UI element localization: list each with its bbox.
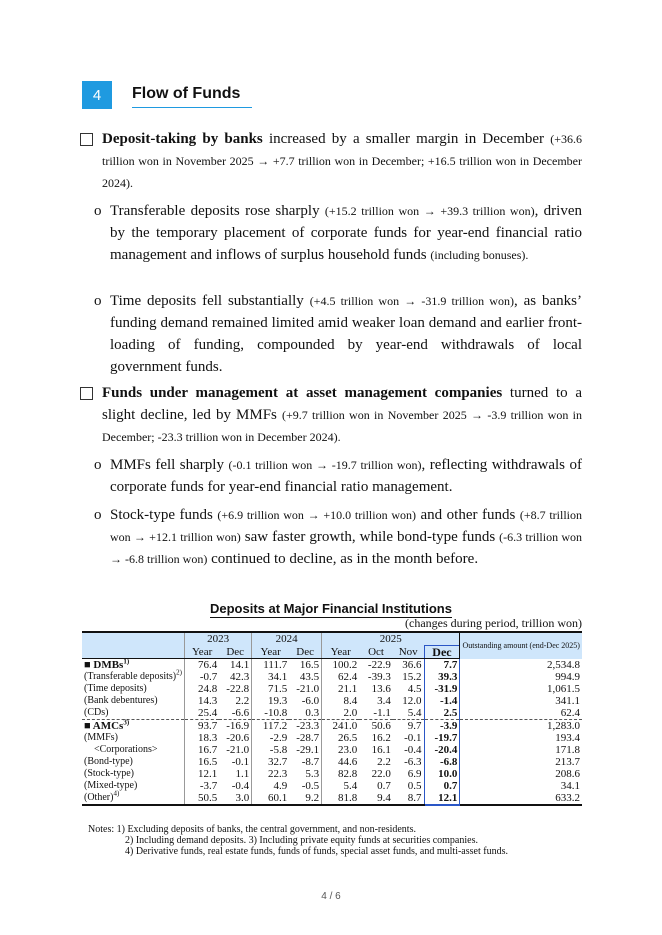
p2b-t3: saw faster growth, while bond-type funds: [240, 529, 500, 545]
table-cell: 2,534.8: [460, 659, 582, 672]
table-cell: 3.0: [219, 792, 251, 805]
header-period: Year: [252, 646, 290, 659]
table-cell: -8.7: [301, 756, 320, 768]
header-period-dec-highlight: Dec: [424, 646, 460, 659]
table-row: [82, 707, 582, 720]
square-bullet-icon: [80, 387, 93, 400]
table-cell: 76.4: [184, 659, 219, 672]
table-cell: 994.9: [460, 671, 582, 683]
table-cell: 15.2: [402, 671, 422, 683]
row-label-text: (Bond-type): [84, 756, 133, 767]
header-empty: [82, 646, 184, 659]
p1a-text1: Transferable deposits rose sharply: [110, 203, 325, 219]
header-year-2024: 2024: [252, 632, 322, 646]
p2-bold: Funds under management at asset management companies: [102, 385, 503, 401]
p1b-text2: , as banks’ funding demand remained limited amid weaker loan demand and earlier front-loading of funding, compounded by year-end withdrawals of local government funds.: [110, 293, 582, 375]
cell-dec-highlight: -1.4: [424, 695, 460, 707]
p1-text: increased by a smaller margin in December: [262, 131, 551, 147]
table-cell: 1,283.0: [460, 720, 582, 733]
table-cell: 111.7: [252, 659, 290, 672]
row-label: [82, 707, 184, 720]
row-label-text: (Other): [84, 792, 114, 803]
row-label: [82, 668, 184, 683]
row-label: [82, 683, 184, 695]
o-bullet-icon: o: [94, 507, 102, 523]
table-cell: 25.4: [184, 707, 219, 720]
table-cell: 100.2: [322, 659, 360, 672]
table-cell: 341.1: [460, 695, 582, 707]
table-cell: -21.0: [296, 683, 320, 695]
table-cell: -29.1: [296, 744, 320, 756]
row-label: [82, 780, 184, 792]
table-row: [82, 659, 582, 672]
table-cell: 1.1: [235, 768, 250, 780]
table-row: [82, 756, 582, 768]
table-cell: 4.5: [407, 683, 422, 695]
table-cell: 44.6: [322, 756, 360, 768]
p2b-s2: (+8.7 trillion won → +12.1 trillion won): [110, 508, 583, 544]
table-cell: -1.1: [373, 707, 391, 719]
table-notes: [88, 824, 508, 857]
table-cell: 8.7: [393, 792, 424, 805]
table-cell: 26.5: [322, 732, 360, 744]
table-cell: 8.4: [322, 695, 360, 707]
table-cell: -20.6: [226, 732, 250, 744]
row-label-footnote: 2): [176, 668, 182, 677]
table-cell: 71.5: [252, 683, 290, 695]
table-cell: -21.0: [226, 744, 250, 756]
table-cell: 14.1: [229, 659, 250, 671]
table-cell: 16.7: [184, 744, 219, 756]
header-period: Oct: [359, 646, 393, 659]
table-cell: 2.0: [322, 707, 360, 720]
table-cell: 9.4: [359, 792, 393, 805]
table-cell: -10.8: [252, 707, 290, 720]
table-cell: 4.9: [252, 780, 290, 792]
table-row: [82, 683, 582, 695]
table-cell: 12.1: [184, 768, 219, 780]
table-cell: 18.3: [184, 732, 219, 744]
table-row: [82, 720, 582, 733]
o-bullet-icon: o: [94, 293, 102, 309]
table-cell: 34.1: [460, 780, 582, 792]
table-cell: 9.7: [393, 720, 424, 733]
table-cell: -22.9: [367, 659, 391, 671]
section-header: [82, 80, 252, 110]
table-cell: 16.5: [299, 659, 320, 671]
p2-small: (+9.7 trillion won in November 2025 → -3.9 trillion won in December; -23.3 trillion won in December 2024).: [102, 408, 582, 444]
cell-dec-highlight: 12.1: [424, 792, 460, 805]
table-cell: -6.0: [301, 695, 320, 707]
table-cell: 23.0: [322, 744, 360, 756]
row-label-footnote: 3): [123, 718, 130, 727]
cell-dec-highlight: -31.9: [424, 683, 460, 695]
table-cell: 43.5: [299, 671, 320, 683]
header-year-2025: 2025: [322, 632, 460, 646]
header-period: Dec: [289, 646, 321, 659]
table-cell: 5.3: [305, 768, 320, 780]
table-cell: 2.2: [377, 756, 391, 768]
table-cell: 208.6: [460, 768, 582, 780]
row-label-footnote: 4): [113, 789, 120, 798]
section-number: 4: [82, 81, 112, 109]
p1-bold: Deposit-taking by banks: [102, 131, 263, 147]
table-row: [82, 695, 582, 707]
paragraph-transferable-deposits: [94, 200, 582, 266]
row-label: [82, 789, 184, 805]
p2a-small1: (-0.1 trillion won → -19.7 trillion won): [228, 458, 422, 472]
table-cell: 24.8: [184, 683, 219, 695]
table-cell: -16.9: [219, 720, 251, 733]
p2b-t4: continued to decline, as in the month before.: [207, 551, 479, 567]
square-bullet-icon: [80, 133, 93, 146]
table-cell: -39.3: [367, 671, 391, 683]
table-title-text: Deposits at Major Financial Institutions: [210, 601, 452, 616]
table-cell: 60.1: [252, 792, 290, 805]
table-cell: 62.4: [322, 671, 360, 683]
row-label: [82, 744, 184, 756]
table-cell: -0.1: [231, 756, 250, 768]
table-cell: -0.4: [404, 744, 422, 756]
cell-dec-highlight: 2.5: [424, 707, 460, 720]
table-cell: -6.6: [231, 707, 250, 719]
row-label: [82, 768, 184, 780]
table-row: [82, 671, 582, 683]
cell-dec-highlight: 7.7: [424, 659, 460, 672]
table-row: [82, 792, 582, 805]
row-label-text: (Transferable deposits): [84, 671, 177, 682]
p2b-s3: (-6.3 trillion won → -6.8 trillion won): [110, 530, 583, 566]
table-header-row-years: [82, 632, 582, 646]
p1b-text1: Time deposits fell substantially: [110, 293, 310, 309]
header-period: Year: [184, 646, 219, 659]
p1a-small1: (+15.2 trillion won → +39.3 trillion won): [324, 204, 535, 218]
header-empty: [82, 632, 184, 646]
table-row: [82, 780, 582, 792]
table-cell: 32.7: [252, 756, 290, 768]
table-cell: -6.3: [404, 756, 422, 768]
table-cell: 34.1: [252, 671, 290, 683]
table-cell: 9.2: [289, 792, 321, 805]
table-cell: 13.6: [371, 683, 391, 695]
table-cell: 0.7: [377, 780, 391, 792]
header-period: Dec: [219, 646, 251, 659]
row-label-text: ■ DMBs: [84, 659, 124, 671]
table-cell: 171.8: [460, 744, 582, 756]
paragraph-stock-funds: [94, 504, 583, 570]
table-cell: 117.2: [252, 720, 290, 733]
cell-dec-highlight: 10.0: [424, 768, 460, 780]
p1a-small2: (including bonuses).: [430, 248, 529, 262]
table-cell: -5.8: [252, 744, 290, 756]
row-label-text: (Mixed-type): [84, 780, 138, 791]
table-cell: 1,061.5: [460, 683, 582, 695]
table-unit-note: (changes during period, trillion won): [405, 616, 582, 630]
table-cell: 213.7: [460, 756, 582, 768]
table-body: [82, 659, 582, 806]
table-cell: 6.9: [407, 768, 422, 780]
o-bullet-icon: o: [94, 457, 102, 473]
table-cell: 81.8: [322, 792, 360, 805]
p1b-small1: (+4.5 trillion won → -31.9 trillion won): [309, 294, 514, 308]
note-line: Notes: 1) Excluding deposits of banks, the central government, and non-residents.: [88, 824, 416, 835]
cell-dec-highlight: -19.7: [424, 732, 460, 744]
p1a-text2: , driven by the temporary placement of corporate funds for year-end financial ratio management and inflows of surplus household funds: [110, 203, 582, 263]
table-cell: -3.7: [184, 780, 219, 792]
table-cell: -2.9: [252, 732, 290, 744]
header-period: Year: [322, 646, 360, 659]
row-label-text: (Stock-type): [84, 768, 134, 779]
table-cell: 21.1: [322, 683, 360, 695]
row-label: [82, 756, 184, 768]
note-line: 4) Derivative funds, real estate funds, funds of funds, special asset funds, and multi-asset funds.: [125, 846, 508, 857]
table-row: [82, 732, 582, 744]
p2a-text2: , reflecting withdrawals of corporate funds for year-end financial ratio management.: [110, 457, 582, 495]
table-cell: 93.7: [184, 720, 219, 733]
row-label: [82, 659, 184, 672]
p2b-t2: and other funds: [416, 507, 520, 523]
table-cell: 3.4: [377, 695, 391, 707]
table-cell: 241.0: [322, 720, 360, 733]
table-cell: 14.3: [184, 695, 219, 707]
header-period: Nov: [393, 646, 424, 659]
note-line: 2) Including demand deposits. 3) Including private equity funds at securities companies.: [125, 835, 478, 846]
paragraph-time-deposits: [94, 290, 582, 378]
paragraph-asset-management: [102, 382, 582, 448]
table-cell: 22.3: [252, 768, 290, 780]
table-cell: 50.5: [184, 792, 219, 805]
row-label-text: (MMFs): [84, 732, 118, 743]
table-cell: 5.4: [322, 780, 360, 792]
p2b-t1: Stock-type funds: [110, 507, 218, 523]
table-row: [82, 744, 582, 756]
o-bullet-icon: o: [94, 203, 102, 219]
page-number: 4 / 6: [321, 891, 341, 902]
header-year-2023: 2023: [184, 632, 251, 646]
p2-text: turned to a slight decline, led by MMFs: [102, 385, 582, 423]
cell-dec-highlight: -6.8: [424, 756, 460, 768]
table-cell: 12.0: [402, 695, 422, 707]
table-cell: 193.4: [460, 732, 582, 744]
row-label: [82, 720, 184, 733]
row-label-text: (CDs): [84, 707, 109, 718]
row-label-text: (Bank debentures): [84, 695, 158, 706]
paragraph-mmfs: [94, 454, 582, 498]
row-label: [82, 732, 184, 744]
table-cell: 5.4: [407, 707, 422, 719]
table-cell: -0.5: [301, 780, 320, 792]
table-row: [82, 768, 582, 780]
p1-small: (+36.6 trillion won in November 2025 → +7.7 trillion won in December; +16.5 trillion won in December 2024).: [102, 132, 582, 190]
table-cell: 82.8: [322, 768, 360, 780]
section-title: Flow of Funds: [132, 83, 252, 108]
table-cell: 2.2: [235, 695, 250, 707]
table-cell: -28.7: [296, 732, 320, 744]
cell-dec-highlight: 39.3: [424, 671, 460, 683]
deposits-table: [82, 631, 582, 806]
table-cell: 42.3: [229, 671, 250, 683]
table-cell: 19.3: [252, 695, 290, 707]
table-cell: 62.4: [460, 707, 582, 720]
table-cell: 0.5: [407, 780, 422, 792]
table-cell: -23.3: [289, 720, 321, 733]
table-cell: -0.1: [404, 732, 422, 744]
row-label-footnote: 1): [123, 657, 130, 666]
table-cell: 16.5: [184, 756, 219, 768]
table-cell: -0.7: [184, 671, 219, 683]
p2b-s1: (+6.9 trillion won → +10.0 trillion won): [217, 508, 417, 522]
cell-dec-highlight: 0.7: [424, 780, 460, 792]
paragraph-deposit-taking: [102, 128, 582, 194]
p2a-text1: MMFs fell sharply: [110, 457, 229, 473]
cell-dec-highlight: -3.9: [424, 720, 460, 733]
table-cell: 16.2: [371, 732, 391, 744]
table-cell: -22.8: [226, 683, 250, 695]
table-cell: 0.3: [305, 707, 320, 719]
row-label-text: ■ AMCs: [84, 720, 124, 732]
table-cell: 22.0: [371, 768, 391, 780]
table-cell: 50.6: [359, 720, 393, 733]
row-label-text: (Time deposits): [84, 683, 147, 694]
cell-dec-highlight: -20.4: [424, 744, 460, 756]
table-cell: -0.4: [231, 780, 250, 792]
row-label: [82, 695, 184, 707]
row-label-text: <Corporations>: [94, 744, 158, 755]
table-cell: 16.1: [371, 744, 391, 756]
table-cell: 36.6: [402, 659, 422, 671]
header-outstanding: Outstanding amount (end-Dec 2025): [460, 632, 582, 659]
table-cell: 633.2: [460, 792, 582, 805]
